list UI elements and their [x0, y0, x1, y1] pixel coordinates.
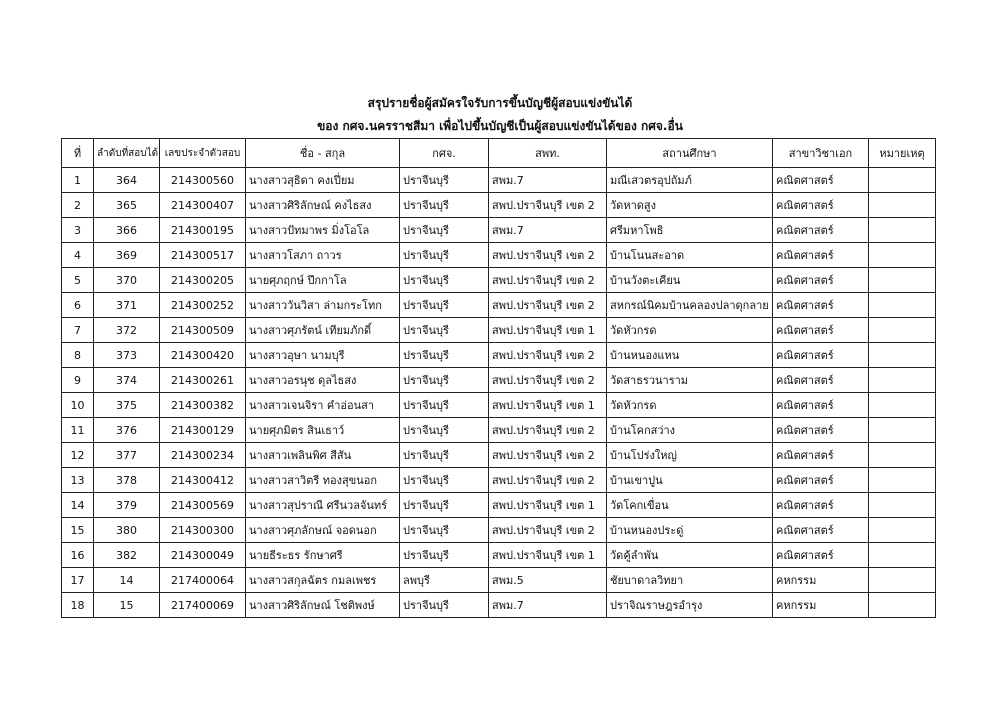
cell-rank: 377 [94, 443, 160, 468]
table-row [62, 193, 936, 218]
cell-exam-id: 214300252 [160, 293, 246, 318]
cell-exam-id: 214300205 [160, 268, 246, 293]
cell-rank: 380 [94, 518, 160, 543]
cell-name: นางสาวปัทมาพร มิ่งโอโล [246, 218, 400, 243]
cell-exam-id: 214300407 [160, 193, 246, 218]
cell-exam-id: 214300049 [160, 543, 246, 568]
cell-no: 16 [62, 543, 94, 568]
cell-kor-sor-jor: ปราจีนบุรี [400, 268, 489, 293]
table-row [62, 343, 936, 368]
cell-area-office: สพป.ปราจีนบุรี เขต 2 [489, 518, 607, 543]
cell-name: นายศุภฤกษ์ ปึกกาโล [246, 268, 400, 293]
cell-school: บ้านหนองแหน [607, 343, 773, 368]
cell-area-office: สพป.ปราจีนบุรี เขต 1 [489, 393, 607, 418]
cell-remark [869, 293, 936, 318]
col-header-kor-sor-jor: กศจ. [400, 139, 489, 168]
cell-school: วัดสาธรวนาราม [607, 368, 773, 393]
cell-name: นางสาวสกุลฉัตร กมลเพชร [246, 568, 400, 593]
cell-kor-sor-jor: ปราจีนบุรี [400, 193, 489, 218]
col-header-remark: หมายเหตุ [869, 139, 936, 168]
cell-kor-sor-jor: ลพบุรี [400, 568, 489, 593]
cell-area-office: สพป.ปราจีนบุรี เขต 2 [489, 293, 607, 318]
cell-exam-id: 214300234 [160, 443, 246, 468]
cell-school: วัดหาดสูง [607, 193, 773, 218]
cell-exam-id: 217400069 [160, 593, 246, 618]
cell-rank: 373 [94, 343, 160, 368]
cell-major: คณิตศาสตร์ [773, 493, 869, 518]
cell-major: คณิตศาสตร์ [773, 518, 869, 543]
cell-remark [869, 318, 936, 343]
cell-remark [869, 568, 936, 593]
cell-remark [869, 243, 936, 268]
cell-exam-id: 214300420 [160, 343, 246, 368]
table-row [62, 293, 936, 318]
cell-rank: 365 [94, 193, 160, 218]
cell-area-office: สพป.ปราจีนบุรี เขต 2 [489, 193, 607, 218]
cell-name: นางสาวศิริลักษณ์ คงไธสง [246, 193, 400, 218]
cell-remark [869, 493, 936, 518]
table-row [62, 418, 936, 443]
cell-rank: 370 [94, 268, 160, 293]
table-row [62, 168, 936, 193]
cell-name: นายธีระธร รักษาศรี [246, 543, 400, 568]
cell-rank: 382 [94, 543, 160, 568]
cell-name: นางสาวสุปราณี ศรีนวลจันทร์ [246, 493, 400, 518]
cell-kor-sor-jor: ปราจีนบุรี [400, 443, 489, 468]
cell-major: คณิตศาสตร์ [773, 443, 869, 468]
cell-rank: 376 [94, 418, 160, 443]
cell-no: 15 [62, 518, 94, 543]
col-header-no: ที่ [62, 139, 94, 168]
cell-school: บ้านวังตะเคียน [607, 268, 773, 293]
cell-school: บ้านโนนสะอาด [607, 243, 773, 268]
cell-area-office: สพป.ปราจีนบุรี เขต 2 [489, 368, 607, 393]
cell-no: 9 [62, 368, 94, 393]
cell-no: 8 [62, 343, 94, 368]
cell-remark [869, 418, 936, 443]
cell-remark [869, 593, 936, 618]
cell-exam-id: 214300412 [160, 468, 246, 493]
cell-major: คหกรรม [773, 568, 869, 593]
cell-exam-id: 214300300 [160, 518, 246, 543]
cell-no: 6 [62, 293, 94, 318]
cell-rank: 379 [94, 493, 160, 518]
cell-area-office: สพป.ปราจีนบุรี เขต 1 [489, 318, 607, 343]
cell-no: 7 [62, 318, 94, 343]
cell-area-office: สพม.7 [489, 593, 607, 618]
cell-area-office: สพป.ปราจีนบุรี เขต 1 [489, 543, 607, 568]
cell-area-office: สพป.ปราจีนบุรี เขต 2 [489, 243, 607, 268]
cell-kor-sor-jor: ปราจีนบุรี [400, 418, 489, 443]
cell-exam-id: 214300129 [160, 418, 246, 443]
cell-remark [869, 518, 936, 543]
cell-rank: 372 [94, 318, 160, 343]
cell-remark [869, 393, 936, 418]
col-header-area-office: สพท. [489, 139, 607, 168]
cell-exam-id: 217400064 [160, 568, 246, 593]
table-header-row [62, 139, 936, 168]
candidate-table [61, 138, 936, 618]
cell-no: 12 [62, 443, 94, 468]
cell-school: ปราจิณราษฎรอำรุง [607, 593, 773, 618]
cell-no: 14 [62, 493, 94, 518]
cell-major: คณิตศาสตร์ [773, 418, 869, 443]
cell-exam-id: 214300517 [160, 243, 246, 268]
cell-school: สหกรณ์นิคมบ้านคลองปลาดุกลาย [607, 293, 773, 318]
cell-school: มณีเสวตรอุปถัมภ์ [607, 168, 773, 193]
cell-school: บ้านหนองประดู่ [607, 518, 773, 543]
cell-rank: 375 [94, 393, 160, 418]
cell-major: คณิตศาสตร์ [773, 218, 869, 243]
cell-name: นางสาวอรนุช ดุลไธสง [246, 368, 400, 393]
cell-name: นางสาวสุธิดา คงเปี่ยม [246, 168, 400, 193]
cell-major: คณิตศาสตร์ [773, 393, 869, 418]
cell-area-office: สพป.ปราจีนบุรี เขต 2 [489, 468, 607, 493]
col-header-school: สถานศึกษา [607, 139, 773, 168]
cell-major: คณิตศาสตร์ [773, 468, 869, 493]
cell-no: 10 [62, 393, 94, 418]
cell-kor-sor-jor: ปราจีนบุรี [400, 593, 489, 618]
cell-no: 1 [62, 168, 94, 193]
cell-kor-sor-jor: ปราจีนบุรี [400, 293, 489, 318]
table-row [62, 518, 936, 543]
col-header-name: ชื่อ - สกุล [246, 139, 400, 168]
cell-rank: 14 [94, 568, 160, 593]
cell-area-office: สพป.ปราจีนบุรี เขต 2 [489, 418, 607, 443]
cell-kor-sor-jor: ปราจีนบุรี [400, 343, 489, 368]
document-title: สรุปรายชื่อผู้สมัครใจรับการขึ้นบัญชีผู้สอบแข่งขันได้ [367, 96, 633, 110]
table-row [62, 493, 936, 518]
table-row [62, 543, 936, 568]
document-subtitle: ของ กศจ.นครราชสีมา เพื่อไปขึ้นบัญชีเป็นผู้สอบแข่งขันได้ของ กศจ.อื่น [317, 119, 683, 133]
cell-kor-sor-jor: ปราจีนบุรี [400, 243, 489, 268]
cell-major: คณิตศาสตร์ [773, 318, 869, 343]
table-row [62, 243, 936, 268]
cell-major: คณิตศาสตร์ [773, 268, 869, 293]
cell-rank: 378 [94, 468, 160, 493]
cell-school: บ้านโปร่งใหญ่ [607, 443, 773, 468]
cell-school: บ้านเขาปูน [607, 468, 773, 493]
cell-name: นางสาวเพลินพิศ สีสัน [246, 443, 400, 468]
cell-no: 13 [62, 468, 94, 493]
table-row [62, 318, 936, 343]
cell-school: ชัยบาดาลวิทยา [607, 568, 773, 593]
col-header-rank: ลำดับที่สอบได้ [94, 139, 160, 168]
table-row [62, 568, 936, 593]
cell-remark [869, 218, 936, 243]
cell-rank: 369 [94, 243, 160, 268]
cell-exam-id: 214300382 [160, 393, 246, 418]
cell-remark [869, 543, 936, 568]
cell-remark [869, 468, 936, 493]
cell-major: คณิตศาสตร์ [773, 343, 869, 368]
cell-exam-id: 214300195 [160, 218, 246, 243]
table-row [62, 443, 936, 468]
col-header-exam-id: เลขประจำตัวสอบ [160, 139, 246, 168]
cell-no: 4 [62, 243, 94, 268]
cell-rank: 364 [94, 168, 160, 193]
cell-kor-sor-jor: ปราจีนบุรี [400, 368, 489, 393]
cell-school: ศรีมหาโพธิ [607, 218, 773, 243]
cell-area-office: สพป.ปราจีนบุรี เขต 1 [489, 493, 607, 518]
cell-area-office: สพม.5 [489, 568, 607, 593]
cell-major: คณิตศาสตร์ [773, 368, 869, 393]
cell-name: นางสาวเจนจิรา คำอ่อนสา [246, 393, 400, 418]
cell-kor-sor-jor: ปราจีนบุรี [400, 468, 489, 493]
cell-kor-sor-jor: ปราจีนบุรี [400, 318, 489, 343]
cell-area-office: สพม.7 [489, 168, 607, 193]
cell-kor-sor-jor: ปราจีนบุรี [400, 218, 489, 243]
cell-remark [869, 368, 936, 393]
cell-name: นางสาววันวิสา ล่ามกระโทก [246, 293, 400, 318]
cell-school: วัดหัวกรด [607, 318, 773, 343]
cell-area-office: สพป.ปราจีนบุรี เขต 2 [489, 268, 607, 293]
cell-name: นางสาวโสภา ถาวร [246, 243, 400, 268]
cell-no: 18 [62, 593, 94, 618]
cell-name: นางสาวศุภรัตน์ เทียมภักดิ์ [246, 318, 400, 343]
cell-rank: 374 [94, 368, 160, 393]
cell-school: วัดคู้ลำพัน [607, 543, 773, 568]
cell-area-office: สพป.ปราจีนบุรี เขต 2 [489, 443, 607, 468]
cell-school: วัดหัวกรด [607, 393, 773, 418]
cell-major: คณิตศาสตร์ [773, 168, 869, 193]
cell-remark [869, 268, 936, 293]
cell-name: นางสาวสาวิตรี ทองสุขนอก [246, 468, 400, 493]
cell-kor-sor-jor: ปราจีนบุรี [400, 518, 489, 543]
cell-kor-sor-jor: ปราจีนบุรี [400, 168, 489, 193]
cell-no: 2 [62, 193, 94, 218]
cell-remark [869, 168, 936, 193]
cell-rank: 15 [94, 593, 160, 618]
cell-no: 11 [62, 418, 94, 443]
table-row [62, 268, 936, 293]
col-header-major: สาขาวิชาเอก [773, 139, 869, 168]
table-row [62, 593, 936, 618]
cell-exam-id: 214300569 [160, 493, 246, 518]
cell-major: คณิตศาสตร์ [773, 243, 869, 268]
cell-school: บ้านโคกสว่าง [607, 418, 773, 443]
cell-kor-sor-jor: ปราจีนบุรี [400, 543, 489, 568]
cell-no: 3 [62, 218, 94, 243]
cell-rank: 366 [94, 218, 160, 243]
cell-remark [869, 193, 936, 218]
cell-name: นางสาวศุภลักษณ์ จอดนอก [246, 518, 400, 543]
cell-exam-id: 214300509 [160, 318, 246, 343]
cell-no: 17 [62, 568, 94, 593]
cell-area-office: สพป.ปราจีนบุรี เขต 2 [489, 343, 607, 368]
cell-kor-sor-jor: ปราจีนบุรี [400, 393, 489, 418]
cell-major: คณิตศาสตร์ [773, 543, 869, 568]
cell-exam-id: 214300261 [160, 368, 246, 393]
cell-name: นางสาวศิริลักษณ์ โชติพงษ์ [246, 593, 400, 618]
cell-remark [869, 343, 936, 368]
table-row [62, 218, 936, 243]
cell-no: 5 [62, 268, 94, 293]
cell-name: นางสาวอุษา นามบุรี [246, 343, 400, 368]
table-row [62, 368, 936, 393]
cell-rank: 371 [94, 293, 160, 318]
cell-remark [869, 443, 936, 468]
cell-major: คณิตศาสตร์ [773, 293, 869, 318]
cell-kor-sor-jor: ปราจีนบุรี [400, 493, 489, 518]
cell-name: นายศุภมิตร สินเธาว์ [246, 418, 400, 443]
table-row [62, 393, 936, 418]
table-row [62, 468, 936, 493]
cell-school: วัดโคกเขื่อน [607, 493, 773, 518]
cell-major: คหกรรม [773, 593, 869, 618]
cell-area-office: สพม.7 [489, 218, 607, 243]
cell-major: คณิตศาสตร์ [773, 193, 869, 218]
cell-exam-id: 214300560 [160, 168, 246, 193]
